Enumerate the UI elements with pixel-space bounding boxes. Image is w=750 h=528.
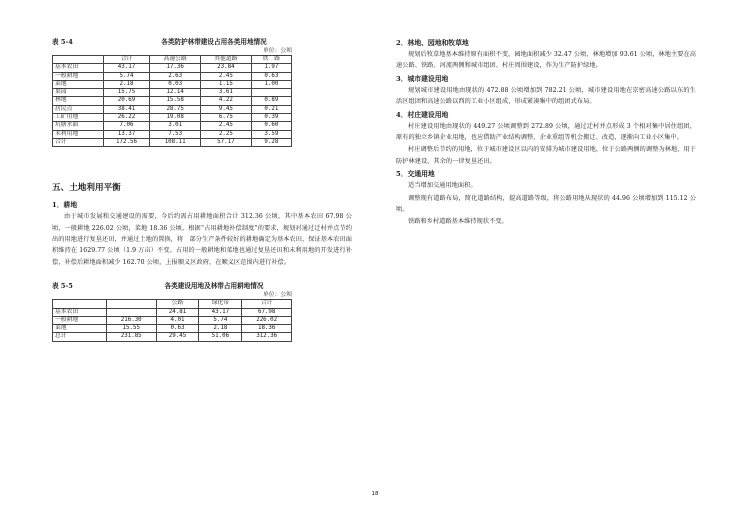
table1-header-cell	[53, 56, 104, 64]
table-row	[53, 325, 292, 333]
table1-header-cell: 铁 路	[251, 56, 291, 64]
table-cell: 3.59	[251, 130, 291, 138]
table-cell: 4.01	[156, 316, 199, 324]
table-cell: 0.63	[251, 72, 291, 80]
row-label: 工矿用地	[53, 114, 104, 122]
table-cell: 26.22	[103, 114, 150, 122]
table-row	[53, 308, 292, 316]
table-cell: 28.75	[150, 105, 201, 113]
table-cell: 7.06	[103, 122, 150, 130]
table-cell: 9.45	[201, 105, 252, 113]
table-cell: 9.28	[251, 138, 291, 146]
paragraph-transport-land-3: 铁路和乡村道路基本维持现状不变。	[408, 218, 508, 226]
table-cell	[106, 308, 156, 316]
table-cell: 172.56	[103, 138, 150, 146]
table-row	[53, 89, 292, 97]
heading-urban-land: 3．城市建设用地	[396, 74, 449, 83]
paragraph-transport-land-1: 适当增加交通用地面积。	[408, 182, 477, 190]
table-cell: 18.36	[242, 325, 292, 333]
table-cell: 38.41	[103, 105, 150, 113]
table-cell: 57.17	[201, 138, 252, 146]
table-cell: 51.06	[199, 333, 242, 341]
table-cell: 4.22	[201, 97, 252, 105]
row-label: 基本农田	[53, 308, 107, 316]
table2-number: 表 5-5	[52, 282, 73, 291]
table-cell: 24.81	[156, 308, 199, 316]
table1-header-cell: 合计	[103, 56, 150, 64]
table-row	[53, 105, 292, 113]
table-cell: 1.15	[201, 80, 252, 88]
table2-header-cell	[106, 300, 156, 308]
table-row	[53, 97, 292, 105]
table-row	[53, 122, 292, 130]
table-cell: 216.30	[106, 316, 156, 324]
table-cell: 3.01	[150, 122, 201, 130]
table2	[52, 299, 292, 341]
table2-header-cell: 绿化带	[199, 300, 242, 308]
table-cell: 1.97	[251, 64, 291, 72]
row-label: 居民点	[53, 105, 104, 113]
table-row	[53, 333, 292, 341]
row-label: 合计	[53, 138, 104, 146]
table-cell: 2.45	[201, 122, 252, 130]
table-cell: 0.03	[150, 80, 201, 88]
table1-header-cell: 高速公路	[150, 56, 201, 64]
heading-village-land: 4．村庄建设用地	[396, 110, 449, 119]
table-cell: 108.11	[150, 138, 201, 146]
table1-title: 各类防护林带建设占用各类用地情况	[161, 38, 267, 46]
table-cell: 312.36	[242, 333, 292, 341]
paragraph-cultivated-land: 由于城市发展和交通建设的需要，今后约需占用耕地面积合计 312.36 公顷，其中基本农田 67.98 公顷，一般耕地 226.02 公顷，菜地 18.36 公顷。根据“占用耕地补偿制度”的要求，规划对通过迁村并点节约出的用地进行复垦还田，并通过土地的置换，将 部分生产条件较好的耕地确定为基本农田，保证基本农田面积维持在 1629.77 公顷（1.9 万亩）不变。占用的一般耕地和菜地也通过复垦还田和未利用地的开发进行补偿，补偿后耕地面积减少 162.70 公顷，上报顺义区政府，在顺义区范围内进行补偿。	[52, 213, 352, 266]
left-column	[52, 38, 352, 342]
row-label: 果园	[53, 89, 104, 97]
table-cell: 7.53	[150, 130, 201, 138]
table-cell: 0.60	[251, 122, 291, 130]
table-cell: 2.18	[199, 325, 242, 333]
subsection-cultivated-land: 1．耕地	[52, 201, 78, 210]
table-cell: 0.21	[251, 105, 291, 113]
row-label: 基本农田	[53, 64, 104, 72]
table1-header-cell: 其他道路	[201, 56, 252, 64]
table-row	[53, 114, 292, 122]
table-cell: 231.85	[106, 333, 156, 341]
paragraph-forest-land: 规划后牧草地基本维持原有面积不变。园地面积减少 32.47 公顷，林地增加 93.61 公顷，林地主要在高速公路、铁路、河流两侧和城市组团、村庄周围建设，作为生产防护绿地。	[396, 51, 696, 70]
heading-transport-land: 5．交通用地	[396, 170, 435, 179]
paragraph-village-land-2: 村庄调整后节约的用地，位于城市建设区以内的安排为城市建设用地，位于公路两侧的调整为林地，用于防护林建设，其余的一律复垦还田。	[396, 146, 696, 165]
row-label: 总计	[53, 333, 107, 341]
right-column	[396, 38, 696, 228]
table-row	[53, 64, 292, 72]
row-label: 一般耕地	[53, 72, 104, 80]
table-cell: 1.00	[251, 80, 291, 88]
row-label: 林地	[53, 97, 104, 105]
table1-unit: 单位：公顷	[263, 48, 292, 54]
paragraph-urban-land: 规划城市建设用地由现状的 472.88 公顷增加到 782.21 公顷，城市建设用地在京密高速公路以东的生活区组团和高速公路以西的工业小区组成，形成紧凑集中的组团式布局。	[396, 86, 696, 106]
table-cell: 5.74	[103, 72, 150, 80]
table-row	[53, 316, 292, 324]
table-cell: 226.02	[242, 316, 292, 324]
table-cell: 2.25	[201, 130, 252, 138]
table-cell: 2.45	[201, 72, 252, 80]
table2-caption	[52, 282, 352, 291]
page-number: 18	[371, 491, 379, 497]
table-row	[53, 138, 292, 146]
table-cell: 17.36	[150, 64, 201, 72]
table-cell	[251, 89, 291, 97]
row-label: 坑塘水面	[53, 122, 104, 130]
paragraph-transport-land-2: 调整现有道路布局，简化道路结构，提高道路等级，将公路用地从现状的 44.96 公顷增加到 115.12 公顷。	[396, 194, 696, 214]
section-title: 五、土地利用平衡	[52, 183, 121, 194]
table-cell: 15.55	[106, 325, 156, 333]
row-label: 菜地	[53, 80, 104, 88]
table1-caption	[52, 38, 352, 47]
table-cell: 23.84	[201, 64, 252, 72]
row-label: 菜地	[53, 325, 107, 333]
table-cell: 29.45	[156, 333, 199, 341]
table-cell: 67.98	[242, 308, 292, 316]
row-label: 一般耕地	[53, 316, 107, 324]
table-cell: 3.61	[201, 89, 252, 97]
table-row	[53, 80, 292, 88]
row-label: 未利用地	[53, 130, 104, 138]
table2-header-row	[53, 300, 292, 308]
table-cell: 0.89	[251, 97, 291, 105]
table2-unit: 单位：公顷	[263, 292, 292, 299]
table2-header-cell: 公路	[156, 300, 199, 308]
table1-number: 表 5-4	[52, 38, 73, 46]
table-cell: 5.74	[199, 316, 242, 324]
table-cell: 13.37	[103, 130, 150, 138]
table-cell: 0.39	[251, 114, 291, 122]
heading-forest-land: 2．林地、园地和牧草地	[396, 39, 469, 47]
paragraph-village-land-1: 村庄建设用地由现状的 449.27 公顷调整到 272.89 公顷，通过迁村并点形成 3 个相对集中居住组团，原有的独立乡镇企业用地，也应借助产业结构调整、企业重组等机会搬迁、改造，逐渐向工业小区集中。	[396, 122, 696, 142]
table-cell: 20.69	[103, 97, 150, 105]
table2-header-cell: 合计	[242, 300, 292, 308]
table-cell: 19.08	[150, 114, 201, 122]
table-cell: 43.17	[103, 64, 150, 72]
table-cell: 0.63	[156, 325, 199, 333]
table1-header-row	[53, 56, 292, 64]
table-row	[53, 130, 292, 138]
table-cell: 6.75	[201, 114, 252, 122]
table-cell: 2.18	[103, 80, 150, 88]
table1	[52, 55, 292, 147]
table2-title: 各类建设用地及林带占用耕地情况	[164, 282, 264, 291]
table-cell: 2.63	[150, 72, 201, 80]
table-row	[53, 72, 292, 80]
table2-header-cell	[53, 300, 107, 308]
table-cell: 15.75	[103, 89, 150, 97]
table-cell: 43.17	[199, 308, 242, 316]
table-cell: 15.58	[150, 97, 201, 105]
table-cell: 12.14	[150, 89, 201, 97]
